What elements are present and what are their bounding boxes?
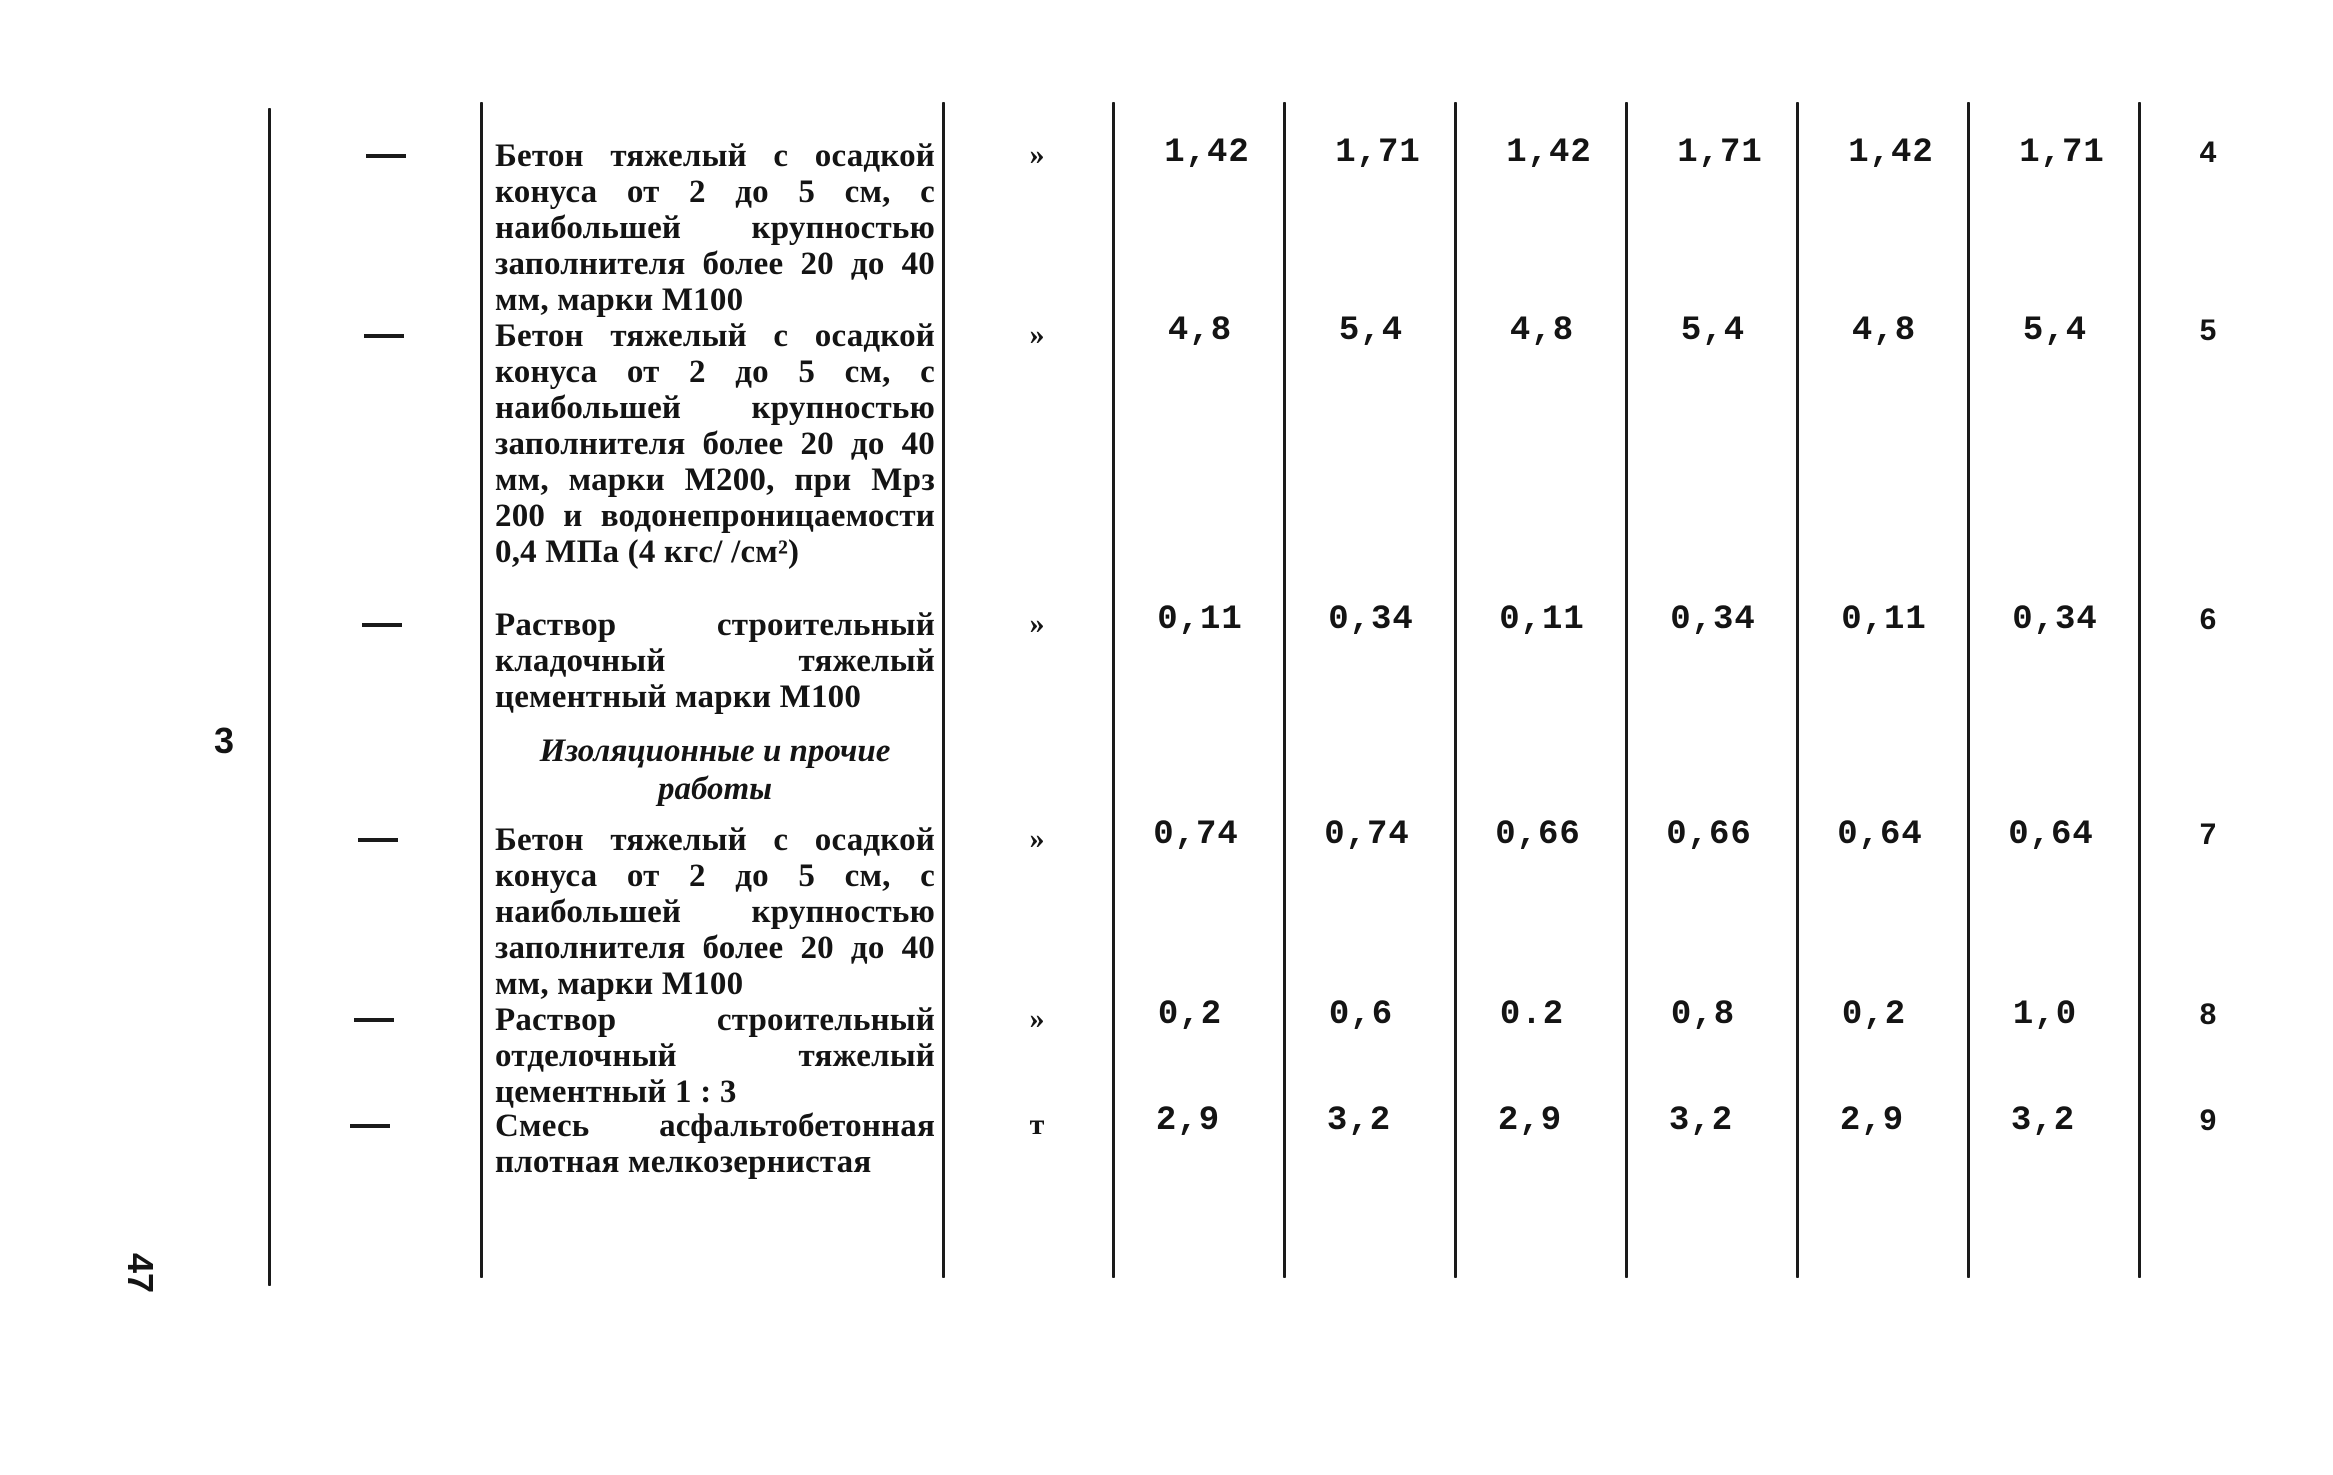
row-dash: [362, 623, 402, 627]
value-cell: 0,2: [1841, 996, 1907, 1034]
value-cell: 0,34: [1328, 601, 1414, 639]
value-cell: 0,2: [1157, 996, 1223, 1034]
row-description: Бетон тяжелый с осадкой конуса от 2 до 5 см, с наибольшей крупностью заполнителя более 20 до 40 мм, марки М100: [495, 822, 935, 1002]
value-cell: 1,42: [1506, 134, 1592, 172]
row-number: 9: [2199, 1104, 2217, 1137]
table-rule-8: [1796, 102, 1799, 1278]
value-cell: 5,4: [1680, 312, 1746, 350]
value-cell: 0,6: [1328, 996, 1394, 1034]
value-cell: 4,8: [1851, 312, 1917, 350]
row-number: 6: [2199, 603, 2217, 636]
value-cell: 0,66: [1666, 816, 1752, 854]
row-unit: »: [1029, 822, 1045, 855]
row-number: 8: [2199, 998, 2217, 1031]
table-rule-9: [1967, 102, 1970, 1278]
row-number: 7: [2199, 818, 2217, 851]
value-cell: 2,9: [1497, 1102, 1563, 1140]
row-dash: [358, 838, 398, 842]
row-description: Бетон тяжелый с осадкой конуса от 2 до 5 см, с наибольшей крупностью заполнителя более 20 до 40 мм, марки М100: [495, 138, 935, 318]
value-cell: 4,8: [1167, 312, 1233, 350]
value-cell: 3,2: [2010, 1102, 2076, 1140]
value-cell: 0,11: [1841, 601, 1927, 639]
table-rule-6: [1454, 102, 1457, 1278]
row-unit: »: [1029, 318, 1045, 351]
value-cell: 0,34: [1670, 601, 1756, 639]
row-unit: »: [1029, 607, 1045, 640]
table-rule-4: [1112, 102, 1115, 1278]
table-rule-2: [480, 102, 483, 1278]
value-cell: 1,71: [2019, 134, 2105, 172]
row-dash: [354, 1018, 394, 1022]
row-unit: »: [1029, 138, 1045, 171]
value-cell: 0,11: [1157, 601, 1243, 639]
value-cell: 2,9: [1839, 1102, 1905, 1140]
table-rule-10: [2138, 102, 2141, 1278]
row-description: Раствор строительный отделочный тяжелый цементный 1 : 3: [495, 1002, 935, 1110]
row-unit: »: [1029, 1002, 1045, 1035]
value-cell: 5,4: [1338, 312, 1404, 350]
value-cell: 0,64: [1837, 816, 1923, 854]
page-number: 47: [120, 1252, 162, 1294]
table-rule-1: [268, 108, 271, 1286]
value-cell: 1,42: [1164, 134, 1250, 172]
value-cell: 0,34: [2012, 601, 2098, 639]
table-rule-7: [1625, 102, 1628, 1278]
row-description: Смесь асфальтобетонная плотная мелкозернистая: [495, 1108, 935, 1180]
value-cell: 2,9: [1155, 1102, 1221, 1140]
row-dash: [366, 154, 406, 158]
row-unit: т: [1029, 1108, 1045, 1141]
table-rule-5: [1283, 102, 1286, 1278]
value-cell: 1,0: [2012, 996, 2078, 1034]
section-heading: Изоляционные и прочие работы: [539, 733, 891, 807]
table-rule-3: [942, 102, 945, 1278]
value-cell: 1,71: [1335, 134, 1421, 172]
value-cell: 3,2: [1668, 1102, 1734, 1140]
value-cell: 0,11: [1499, 601, 1585, 639]
row-dash: [364, 334, 404, 338]
value-cell: 0,74: [1324, 816, 1410, 854]
row-number: 4: [2199, 136, 2217, 169]
value-cell: 3,2: [1326, 1102, 1392, 1140]
section-number: 3: [214, 720, 235, 761]
row-description: Раствор строительный кладочный тяжелый цементный марки М100: [495, 607, 935, 715]
value-cell: 4,8: [1509, 312, 1575, 350]
value-cell: 0,66: [1495, 816, 1581, 854]
value-cell: 0.2: [1499, 996, 1565, 1034]
value-cell: 0,8: [1670, 996, 1736, 1034]
value-cell: 1,42: [1848, 134, 1934, 172]
row-description: Бетон тяжелый с осадкой конуса от 2 до 5 см, с наибольшей крупностью заполнителя более 20 до 40 мм, марки М200, при Мрз 200 и водонепроницаемости 0,4 МПа (4 кгс/ /см²): [495, 318, 935, 570]
row-number: 5: [2199, 314, 2217, 347]
row-dash: [350, 1124, 390, 1128]
value-cell: 1,71: [1677, 134, 1763, 172]
value-cell: 0,74: [1153, 816, 1239, 854]
value-cell: 0,64: [2008, 816, 2094, 854]
value-cell: 5,4: [2022, 312, 2088, 350]
